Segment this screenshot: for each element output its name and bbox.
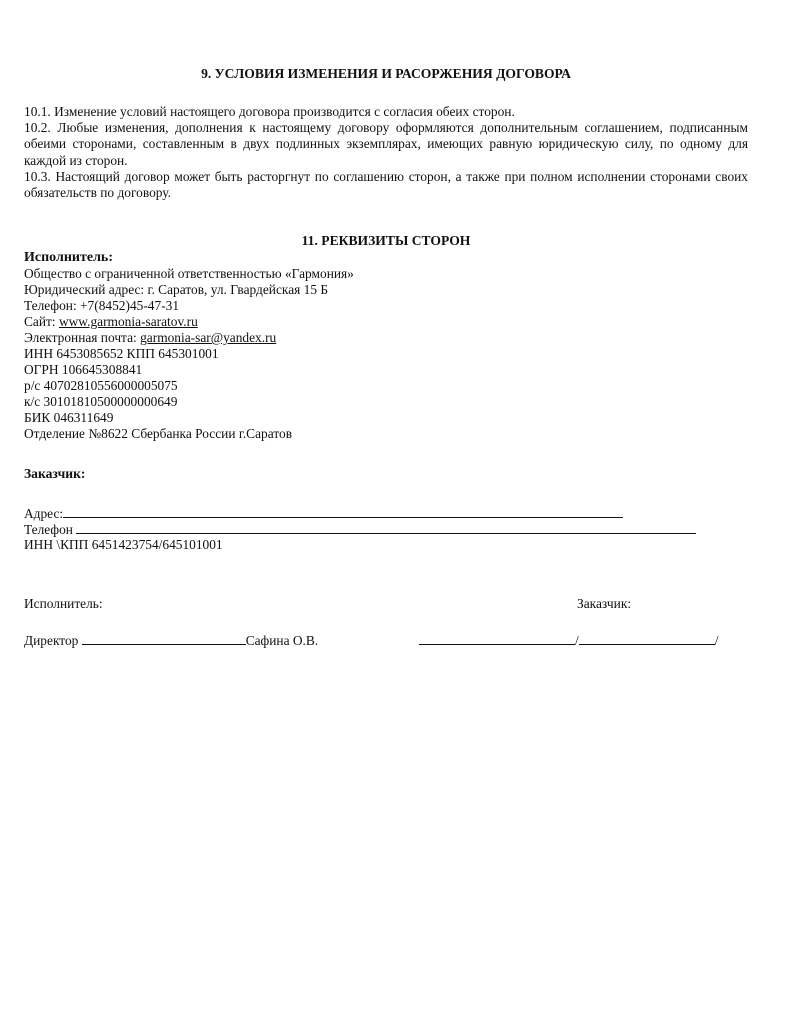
signature-executor-label: Исполнитель:	[24, 596, 103, 611]
executor-inn-kpp: ИНН 6453085652 КПП 645301001	[24, 346, 219, 361]
customer-signature-field[interactable]	[419, 632, 575, 645]
email-label: Электронная почта:	[24, 330, 141, 345]
executor-bik: БИК 046311649	[24, 410, 114, 425]
executor-ogrn: ОГРН 106645308841	[24, 362, 143, 377]
section-11-heading: 11. РЕКВИЗИТЫ СТОРОН	[301, 233, 471, 248]
customer-label: Заказчик:	[24, 466, 86, 481]
customer-address	[24, 505, 623, 522]
executor-rs: р/с 40702810556000005075	[24, 378, 178, 393]
executor-phone: Телефон: +7(8452)45-47-31	[24, 298, 180, 313]
customer-phone	[24, 521, 696, 538]
signature-customer-label: Заказчик:	[577, 596, 632, 611]
director-signature-row	[24, 632, 318, 649]
customer-signature-row	[419, 632, 718, 649]
director-name: Сафина О.В.	[245, 633, 319, 648]
slash-2: /	[714, 633, 719, 648]
clause-10-1: 10.1. Изменение условий настоящего договора производится с согласия обеих сторон.	[24, 104, 515, 119]
customer-address-label: Адрес:	[24, 506, 64, 521]
director-signature-field[interactable]	[82, 632, 246, 645]
executor-email	[24, 330, 276, 346]
director-label: Директор	[24, 633, 82, 648]
site-link[interactable]: www.garmonia-saratov.ru	[58, 314, 198, 329]
customer-inn-kpp: ИНН \КПП 6451423754/645101001	[24, 537, 223, 552]
executor-site	[24, 314, 198, 330]
executor-label: Исполнитель:	[24, 250, 113, 265]
executor-bank: Отделение №8622 Сбербанка России г.Саратов	[24, 426, 293, 441]
customer-phone-field[interactable]	[76, 521, 696, 534]
section-9-heading: 9. УСЛОВИЯ ИЗМЕНЕНИЯ И РАСОРЖЕНИЯ ДОГОВОРА	[201, 66, 571, 81]
customer-name-field[interactable]	[579, 632, 715, 645]
executor-org: Общество с ограниченной ответственностью «Гармония»	[24, 266, 354, 281]
customer-address-field[interactable]	[63, 505, 623, 518]
customer-phone-label: Телефон	[24, 522, 77, 537]
clause-10-2: 10.2. Любые изменения, дополнения к настоящему договору оформляются дополнительным соглашением, подписанным обеими сторонами, составленным в двух подлинных экземплярах, имеющих равную юридическую силу, по одному для каждой из сторон.	[24, 120, 748, 168]
executor-address: Юридический адрес: г. Саратов, ул. Гвардейская 15 Б	[24, 282, 329, 297]
executor-ks: к/с 30101810500000000649	[24, 394, 178, 409]
email-link[interactable]: garmonia-sar@yandex.ru	[140, 330, 277, 345]
clause-10-3: 10.3. Настоящий договор может быть расторгнут по соглашению сторон, а также при полном исполнении сторонами своих обязательств по договору.	[24, 169, 748, 201]
slash-1: /	[575, 633, 579, 648]
site-label: Сайт:	[24, 314, 59, 329]
